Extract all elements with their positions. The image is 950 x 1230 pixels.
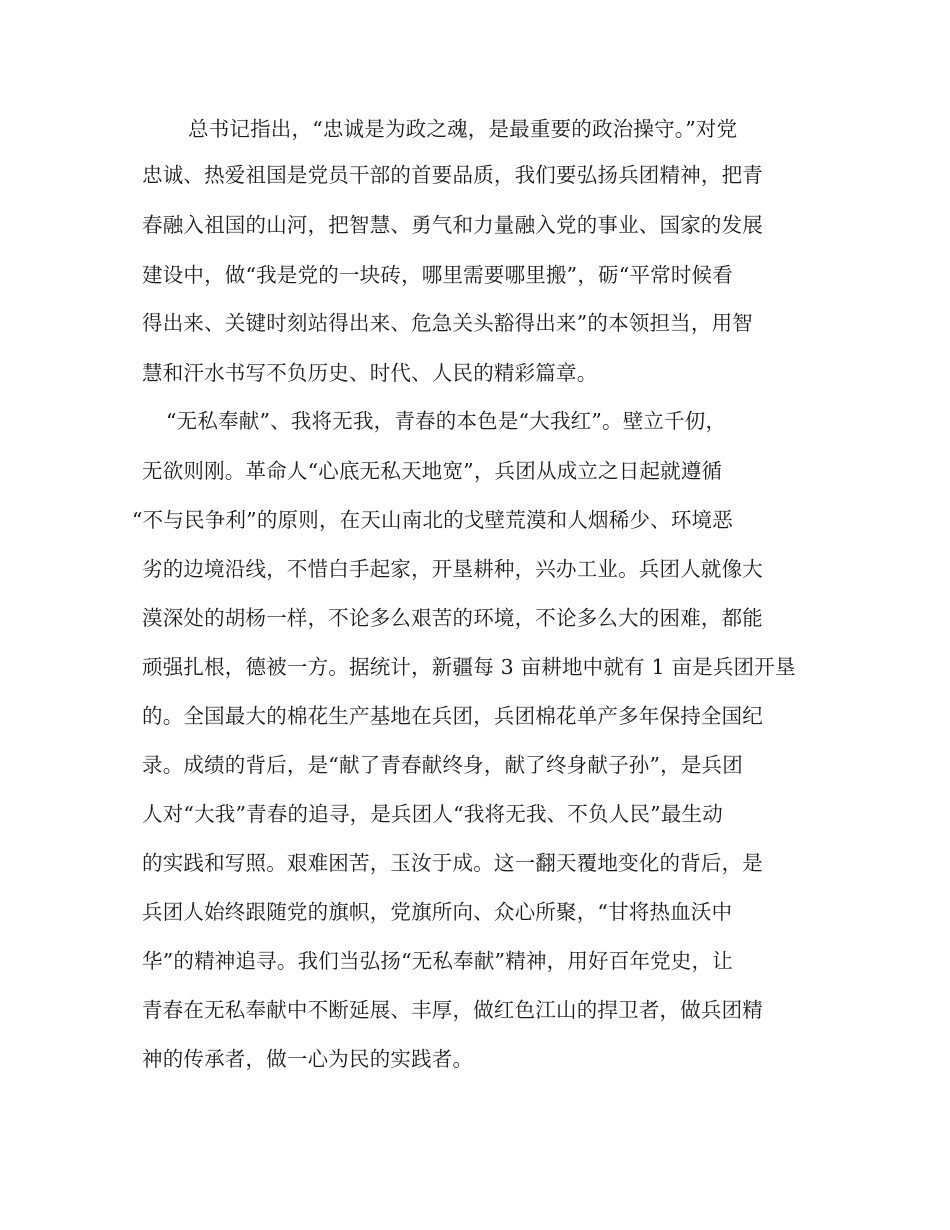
paragraph-2-line: 青春在无私奉献中不断延展、丰厚，做红色江山的捍卫者，做兵团精 [142,998,763,1022]
paragraph-2-line: 的。全国最大的棉花生产基地在兵团，兵团棉花单产多年保持全国纪 [142,704,763,728]
paragraph-2-line: 无欲则刚。革命人“心底无私天地宽”，兵团从成立之日起就遵循 [142,459,723,483]
paragraph-1-line: 慧和汗水书写不负历史、时代、人民的精彩篇章。 [142,361,598,385]
paragraph-2-line: 顽强扎根，德被一方。据统计，新疆每 3 亩耕地中就有 1 亩是兵团开垦 [142,655,796,679]
paragraph-2-line: 兵团人始终跟随党的旗帜，党旗所向、众心所聚，“甘将热血沃中 [142,900,733,924]
paragraph-1-line: 建设中，做“我是党的一块砖，哪里需要哪里搬”，砺“平常时候看 [142,263,733,287]
paragraph-1-line: 总书记指出，“忠诚是为政之魂，是最重要的政治操守。”对党 [188,117,738,141]
paragraph-1-line: 忠诚、热爱祖国是党员干部的首要品质，我们要弘扬兵团精神，把青 [142,163,763,187]
paragraph-2-line: 漠深处的胡杨一样，不论多么艰苦的环境，不论多么大的困难，都能 [142,606,763,630]
paragraph-2-line: 的实践和写照。艰难困苦，玉汝于成。这一翻天覆地变化的背后，是 [142,851,763,875]
paragraph-2-line: 华”的精神追寻。我们当弘扬“无私奉献”精神，用好百年党史，让 [142,949,733,973]
paragraph-2-line: 劣的边境沿线，不惜白手起家，开垦耕种，兴办工业。兵团人就像大 [142,557,763,581]
paragraph-1-line: 春融入祖国的山河，把智慧、勇气和力量融入党的事业、国家的发展 [142,213,763,237]
paragraph-2-line: 神的传承者，做一心为民的实践者。 [142,1047,474,1071]
paragraph-2-line: 录。成绩的背后，是“献了青春献终身，献了终身献子孙”，是兵团 [142,753,743,777]
paragraph-1-line: 得出来、关键时刻站得出来、危急关头豁得出来”的本领担当，用智 [142,311,753,335]
paragraph-2-line: “不与民争利”的原则，在天山南北的戈壁荒漠和人烟稀少、环境恶 [132,508,733,532]
paragraph-2-line: “无私奉献”、我将无我，青春的本色是“大我红”。壁立千仞， [166,409,727,433]
paragraph-2-line: 人对“大我”青春的追寻，是兵团人“我将无我、不负人民”最生动 [142,802,723,826]
